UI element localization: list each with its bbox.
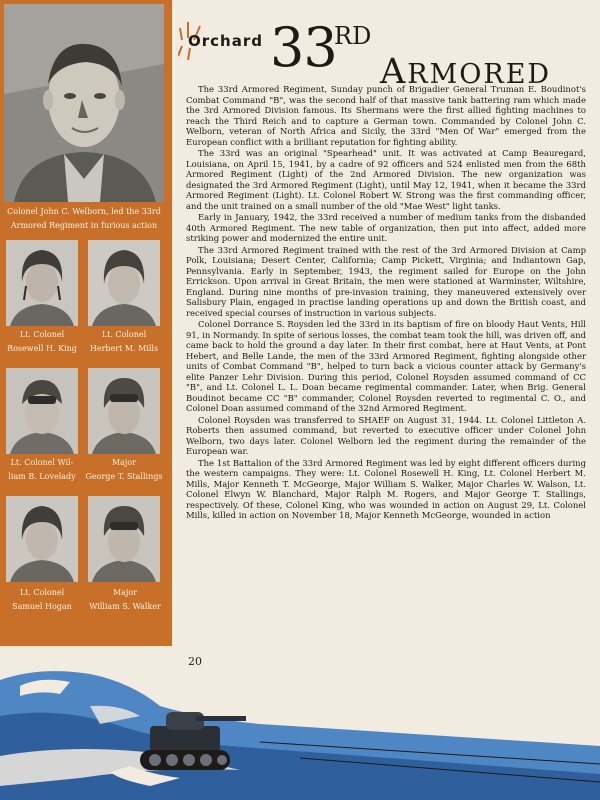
caption-line: Colonel John C. Welborn, led the 33rd	[7, 207, 161, 216]
tank-illustration	[0, 646, 600, 800]
caption-line: William S. Walker	[89, 602, 161, 611]
caption-walker	[86, 586, 164, 614]
photo-column	[0, 0, 172, 646]
caption-stallings	[84, 456, 164, 484]
caption-line: Lt. Colonel	[101, 330, 147, 339]
caption-lovelady	[4, 456, 80, 484]
caption-line: Rosewell H. King	[7, 344, 77, 353]
paragraph: The 1st Battalion of the 33rd Armored Regiment was led by eight different officers during the western campaigns. They were: Lt. Colonel Rosewell H. King, Lt. Colonel Herbert M. Mills, Major Kenneth T. McGeorge, Major William S. Walker, Major Charles W. Walson, Lt. Colonel Elwyn W. Blanchard, Major Ralph M. Rogers, and Major George T. Stallings, respectively. Of these, Colonel King, who was wounded in action on August 29, Lt. Colonel Mills, killed in action on November 18, Major Kenneth McGeorge, wounded in action	[186, 457, 586, 520]
caption-line: Armored Regiment in furious action	[10, 221, 158, 230]
paragraph: Colonel Roysden was transferred to SHAEF on August 31, 1944. Lt. Colonel Littleton A. Roberts then assumed command, but reverted to executive officer under Colonel John Welborn, two days later. Colonel Welborn led the regiment during the remainder of the European war.	[186, 414, 586, 456]
photo-stallings	[88, 368, 160, 454]
photo-mills	[88, 240, 160, 326]
header-title-rest: RMORED	[407, 59, 552, 90]
caption-line: George T. Stallings	[85, 472, 163, 481]
photo-walker	[88, 496, 160, 582]
caption-line: Lt. Colonel Wil-	[10, 458, 74, 467]
photo-colonel-welborn	[4, 4, 164, 202]
paragraph: Colonel Dorrance S. Roysden led the 33rd in its baptism of fire on bloody Haut Vents, Hill 91, in Normandy. In spite of serious losses, the combat team took the hill, was driven off, and came back to hold the ground a day later. In their first combat, here at Haut Vents, at Pont Hebert, and Belle Lande, the men of the 33rd Armored Regiment, fighting alongside other units of Combat Command "B", helped to turn back a vicious counter attack by Germany's elite Panzer Lehr Division. During this period, Colonel Roysden assumed command of CC "B", and Lt. Colonel L. L. Doan became regimental commander. Later, when Brig. General Boudinot became CC "B" commander, Colonel Roysden reverted to regimental C. O., and Colonel Doan assumed command of the 32nd Armored Regiment.	[186, 319, 586, 413]
page-number: 20	[188, 655, 202, 668]
article-body	[186, 84, 586, 522]
caption-line: Samuel Hogan	[12, 602, 72, 611]
header-number: 33	[270, 16, 337, 79]
header-title-initial: A	[380, 52, 408, 92]
caption-line: Major	[111, 458, 137, 467]
caption-line: Major	[112, 588, 138, 597]
caption-line: Lt. Colonel	[19, 330, 65, 339]
caption-king	[6, 328, 78, 356]
header-kicker: Orchard	[188, 32, 263, 50]
photo-lovelady	[6, 368, 78, 454]
caption-hogan	[6, 586, 78, 614]
photo-hogan	[6, 496, 78, 582]
paragraph: Early in January, 1942, the 33rd received a number of medium tanks from the disbanded 40th Armored Regiment. The new table of organization, then put into affect, added more striking power and modernized the entire unit.	[186, 212, 586, 243]
paragraph: The 33rd Armored Regiment trained with the rest of the 3rd Armored Division at Camp Polk, Louisiana; Desert Center, California; Camp Pickett, Virginia; and Indiantown Gap, Pennsylvania. Early in September, 1943, the regiment sailed for Europe on the John Errickson. Upon arrival in Great Britain, the men were stationed at Warminster, Wiltshire, England. During nine months of pre-invasion training, they maneuvered extensively over Salisbury Plain, engaged in practise landing operations up and down the British coast, and received special courses of instruction in various subjects.	[186, 244, 586, 318]
caption-welborn	[4, 205, 164, 233]
paragraph: The 33rd was an original "Spearhead" unit. It was activated at Camp Beauregard, Louisiana, on April 15, 1941, by a cadre of 92 officers and 524 enlisted men from the 68th Armored Regiment (Light) of the 2nd Armored Division. The new organization was designated the 3rd Armored Regiment (Light), until May 12, 1941, when it became the 33rd Armored Regiment (Light). Lt. Colonel Robert W. Strong was the first commanding officer, and the unit trained on a small number of the old "Mae West" light tanks.	[186, 148, 586, 211]
caption-mills	[88, 328, 160, 356]
paragraph: The 33rd Armored Regiment, Sunday punch of Brigadier General Truman E. Boudinot's Combat Command "B", was the second half of that massive tank battering ram which made the 3rd Armored Division famous. Its Shermans were the first allied fighting machines to reach the Third Reich and to capture a German town. Commanded by Colonel John C. Welborn, veteran of North Africa and Sicily, the 33rd "Men Of War" emerged from the European conflict with a brilliant reputation for fighting ability.	[186, 84, 586, 147]
article-header	[178, 8, 596, 92]
caption-line: liam B. Lovelady	[8, 472, 76, 481]
header-ordinal: RD	[334, 22, 372, 50]
caption-line: Lt. Colonel	[19, 588, 65, 597]
photo-king	[6, 240, 78, 326]
caption-line: Herbert M. Mills	[89, 344, 159, 353]
